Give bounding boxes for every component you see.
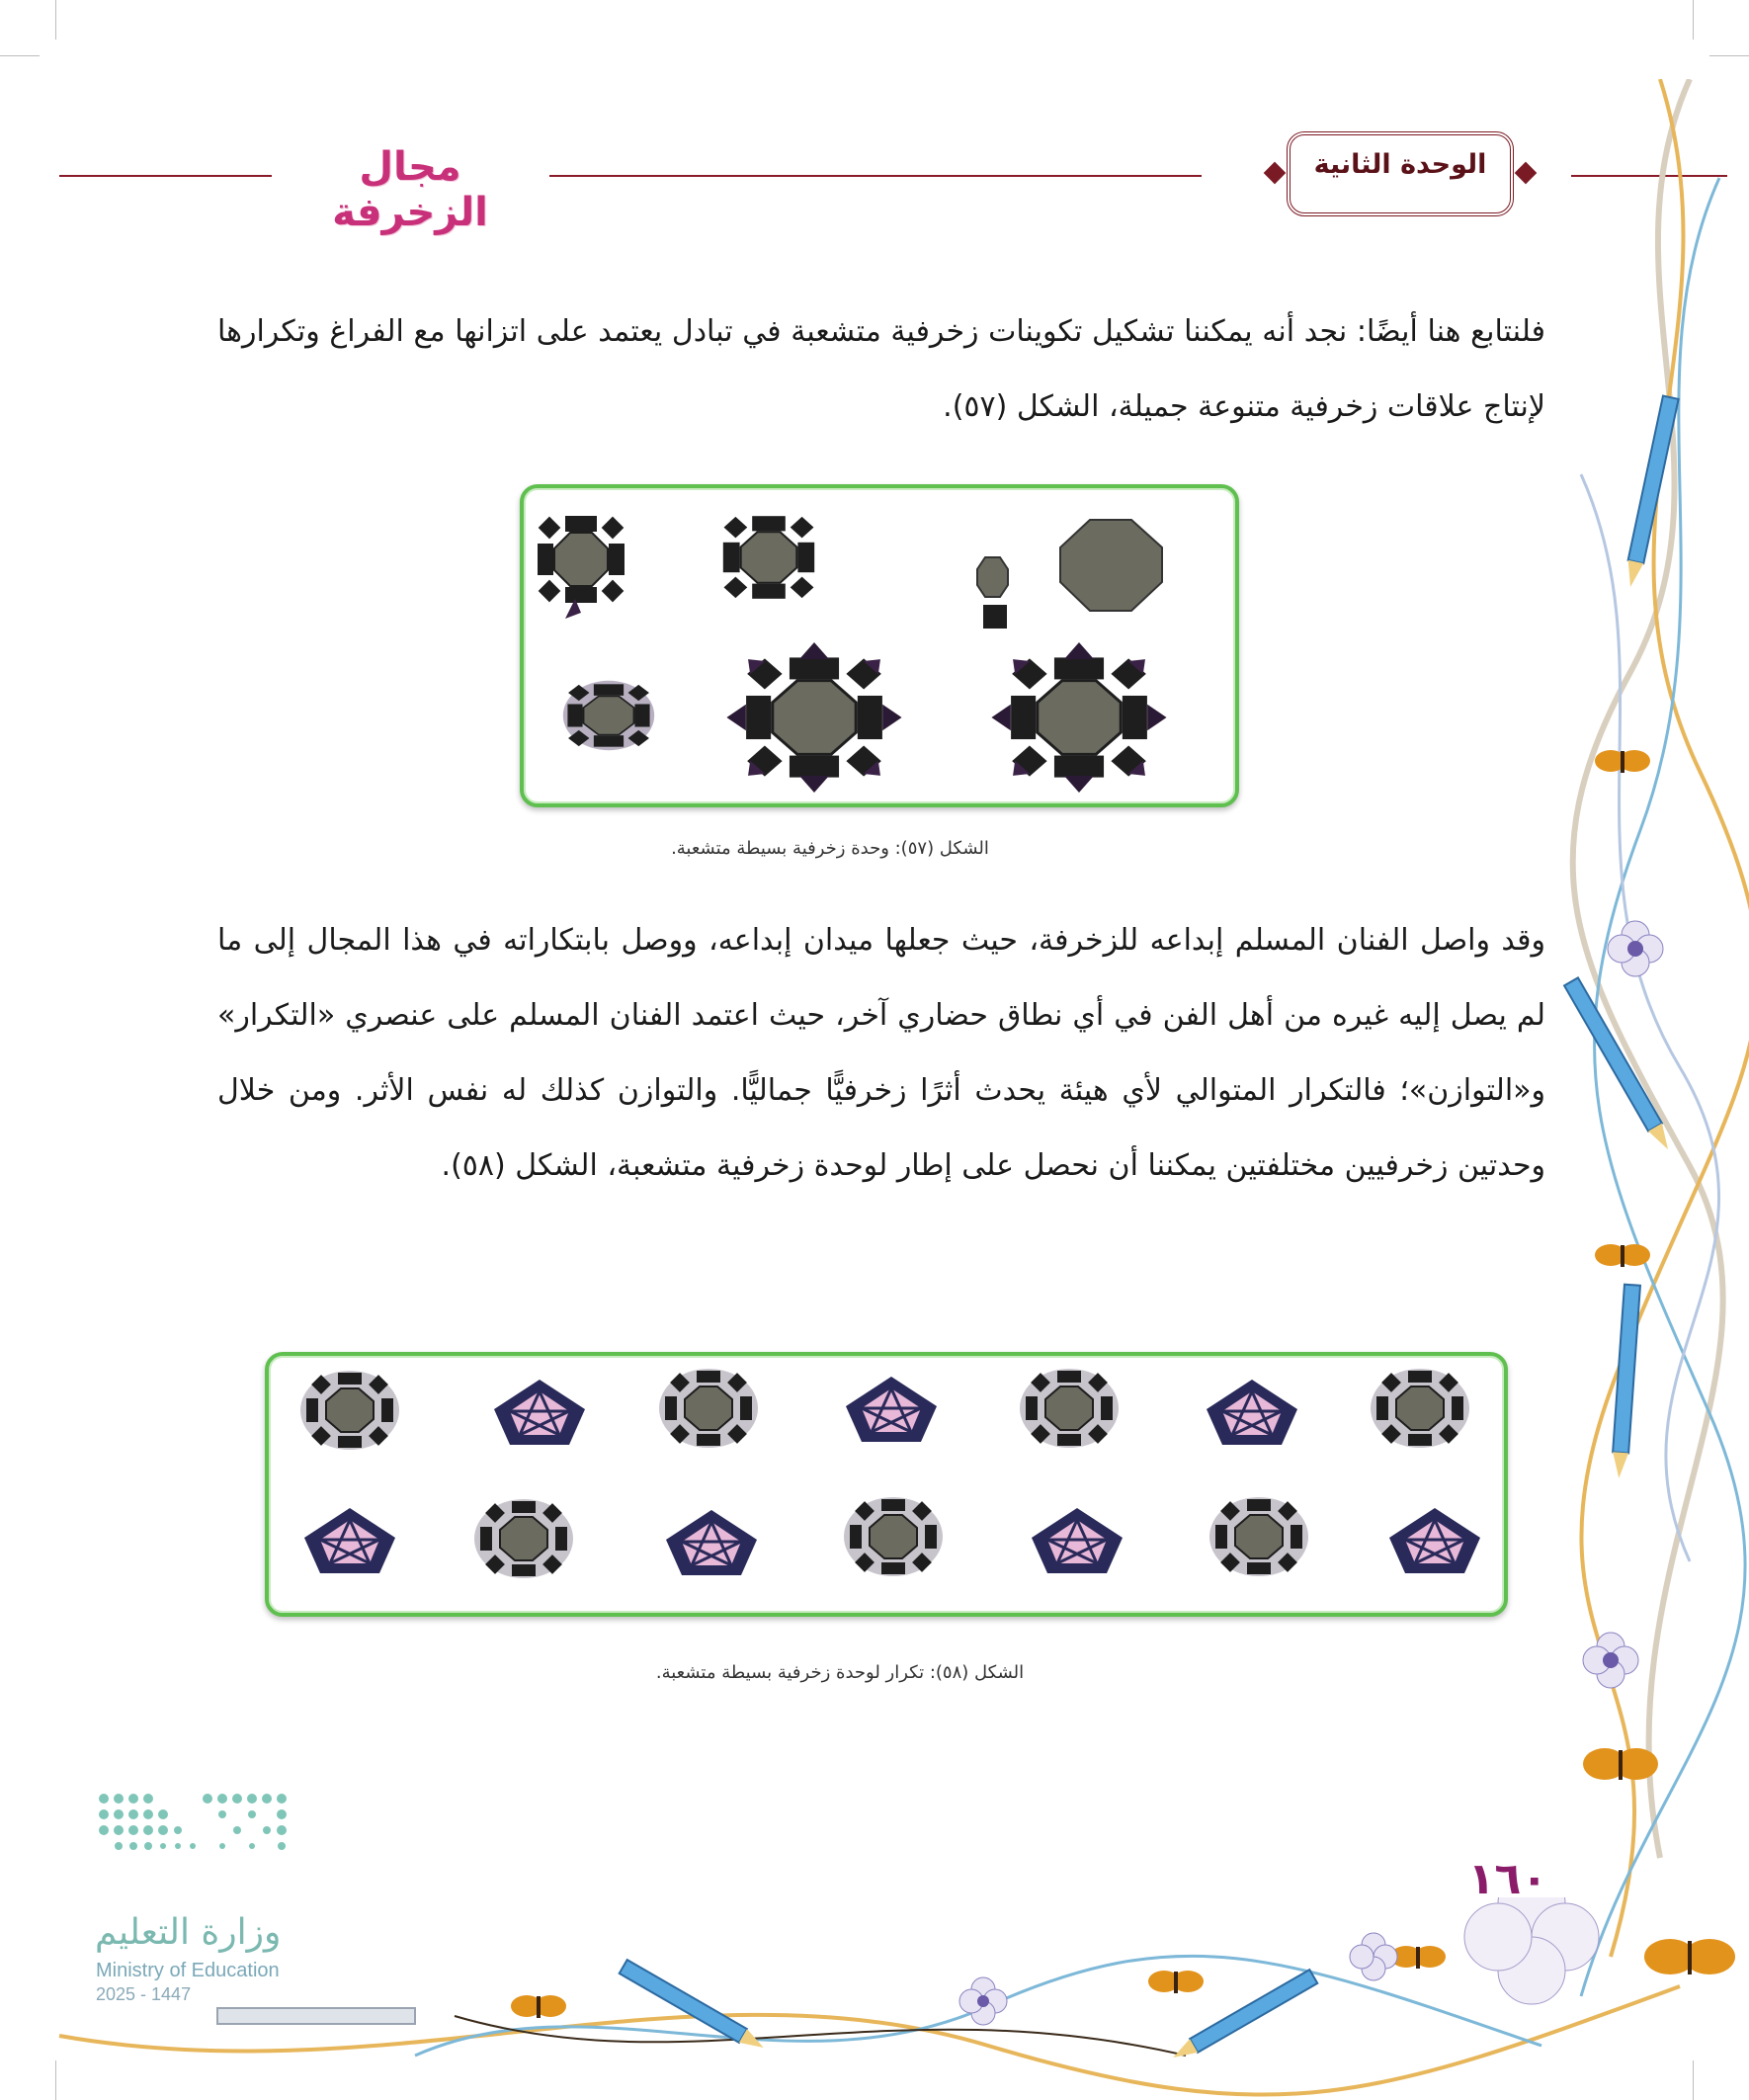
small-square [983, 605, 1007, 629]
arabesque-ornament-icon [1264, 162, 1287, 185]
motif-unit [991, 642, 1166, 793]
crop-mark [1693, 0, 1694, 40]
motif-unit [726, 642, 901, 793]
header-rule [59, 175, 272, 177]
butterfly-icon [1390, 1946, 1446, 1969]
octagon-motif [1209, 1497, 1308, 1576]
star-motif [666, 1510, 757, 1575]
unit-badge [1247, 131, 1553, 218]
small-octagon [977, 557, 1008, 597]
motif-unit [723, 516, 814, 599]
flower-icon [1350, 1933, 1397, 1980]
butterfly-icon [1595, 1244, 1650, 1267]
octagon-motif [474, 1499, 573, 1578]
figure-57-caption: الشكل (٥٧): وحدة زخرفية بسيطة متشعبة. [671, 838, 989, 859]
figure-57-illustration [524, 488, 1235, 803]
star-motif [846, 1377, 937, 1442]
header-rule [549, 175, 1202, 177]
motif-unit [563, 681, 654, 750]
figure-57 [520, 484, 1239, 807]
flower-icon [959, 1977, 1007, 2025]
star-motif [1207, 1380, 1297, 1445]
ministry-name-arabic: وزارة التعليم [95, 1912, 282, 1953]
pencil-icon [620, 1960, 768, 2055]
page-number: ١٦٠ [1467, 1854, 1548, 1904]
flower-icon [1583, 1633, 1638, 1688]
motif-unit [538, 516, 625, 603]
figure-58 [265, 1352, 1508, 1617]
octagon-motif [659, 1369, 758, 1448]
butterfly-icon [1595, 750, 1650, 773]
octagon-motif [1020, 1369, 1119, 1448]
arabesque-ornament-icon [1515, 162, 1538, 185]
paragraph-intro: فلنتابع هنا أيضًا: نجد أنه يمكننا تشكيل تكوينات زخرفية متشعبة في تبادل يعتمد على اتزانها مع الفراغ وتكرارها لإنتاج علاقات زخرفية متنوعة جميلة، الشكل (٥٧). [217, 314, 1545, 424]
octagon-motif [300, 1371, 399, 1450]
flower-icon [1464, 1897, 1599, 2004]
octagon-motif [844, 1497, 943, 1576]
butterfly-icon [1148, 1971, 1204, 1993]
crop-mark [1709, 55, 1749, 56]
flower-icon [1608, 921, 1663, 976]
octagon-motif [1371, 1369, 1469, 1448]
figure-58-illustration [269, 1356, 1504, 1613]
star-motif [304, 1508, 395, 1573]
unit-title: الوحدة الثانية [1313, 149, 1487, 180]
crop-mark [55, 0, 56, 40]
ministry-name-english: Ministry of Education [96, 1960, 280, 1981]
star-motif [494, 1380, 585, 1445]
paragraph-body: وقد واصل الفنان المسلم إبداعه للزخرفة، حيث جعلها ميدان إبداعه، ووصل بابتكاراته في هذا المجال إلى ما لم يصل إليه غيره من أهل الفن في أي نطاق حضاري آخر، حيث اعتمد الفنان المسلم على عنصري «التكرار» و«التوازن»؛ فالتكرار المتوالي لأي هيئة يحدث أثرًا زخرفيًّا جماليًّا. والتوازن كذلك له نفس الأثر. ومن خلال وحدتين زخرفيين مختلفتين يمكننا أن نحصل على إطار لوحدة زخرفية متشعبة، الشكل (٥٨). [217, 923, 1545, 1183]
star-motif [1389, 1508, 1480, 1573]
large-octagon [1060, 520, 1162, 611]
decorative-border-right [1541, 79, 1749, 2100]
pencil-icon [217, 2008, 415, 2024]
crop-mark [0, 55, 40, 56]
figure-58-caption: الشكل (٥٨): تكرار لوحدة زخرفية بسيطة متشعبة. [655, 1662, 1025, 1683]
pencil-icon [1564, 977, 1675, 1153]
field-title: مجال الزخرفة [332, 144, 488, 235]
butterfly-icon [511, 1995, 566, 2018]
butterfly-icon [1583, 1748, 1658, 1780]
star-motif [1032, 1508, 1123, 1573]
ministry-year: 2025 - 1447 [96, 1984, 192, 2004]
